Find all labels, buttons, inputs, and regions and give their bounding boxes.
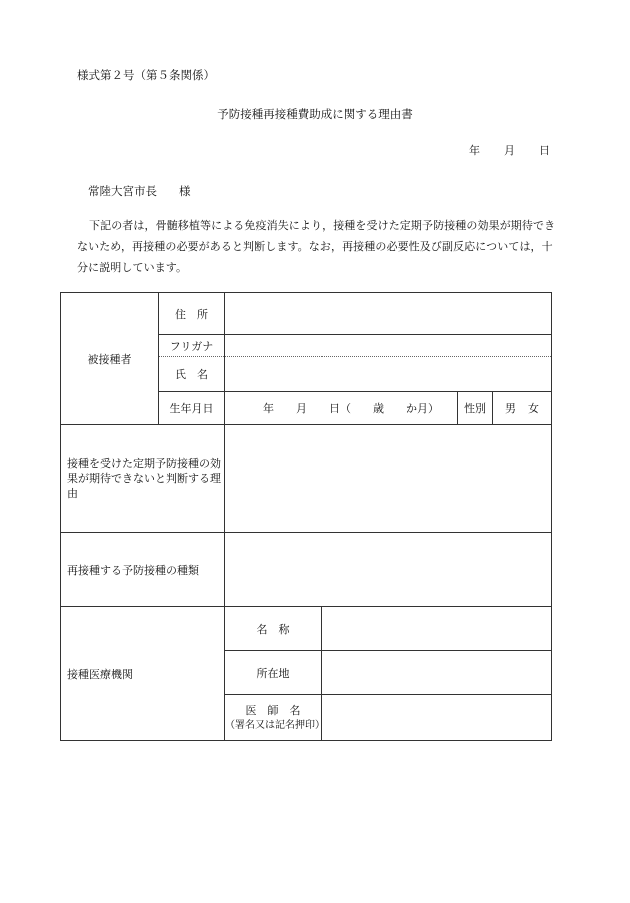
sex-options[interactable]	[493, 400, 551, 416]
name-label: 氏 名	[159, 357, 225, 392]
page-title: 予防接種再接種費助成に関する理由書	[217, 107, 413, 121]
dob-field[interactable]	[225, 400, 457, 416]
date-month-label: 月	[504, 144, 515, 157]
doctor-label: 医 師 名	[245, 703, 301, 717]
doctor-note: （署名又は記名押印）	[225, 719, 325, 731]
sex-male[interactable]: 男	[505, 402, 516, 415]
date-line	[445, 142, 550, 158]
sex-female[interactable]: 女	[528, 402, 539, 415]
furigana-field[interactable]	[225, 335, 552, 357]
form-number: 様式第２号（第５条関係）	[77, 68, 215, 82]
vaccine-type-field[interactable]	[225, 533, 552, 607]
address-field[interactable]	[225, 293, 552, 335]
application-table	[60, 292, 552, 741]
dob-year: 年	[263, 402, 274, 415]
dob-month: 月	[296, 402, 307, 415]
dob-age: 歳	[373, 402, 384, 415]
institution-label: 接種医療機関	[61, 607, 225, 741]
dob-label: 生年月日	[159, 392, 225, 425]
dob-months: か月）	[406, 402, 439, 415]
date-day-label: 日	[539, 144, 550, 157]
reason-label: 接種を受けた定期予防接種の効果が期待できないと判断する理由	[61, 425, 225, 533]
doctor-field[interactable]	[322, 695, 552, 741]
inst-location-label: 所在地	[225, 651, 322, 695]
sex-label: 性別	[457, 392, 493, 424]
name-field[interactable]	[225, 357, 552, 392]
dob-day: 日（	[329, 402, 351, 415]
addressee	[88, 183, 191, 199]
body-text: 下記の者は，骨髄移植等による免疫消失により，接種を受けた定期予防接種の効果が期待できないため，再接種の必要があると判断します。なお，再接種の必要性及び副反応については，十分に説明しています。	[77, 219, 556, 274]
addressee-honorific: 様	[179, 184, 191, 198]
inst-name-field[interactable]	[322, 607, 552, 651]
doctor-label-cell	[225, 695, 325, 741]
furigana-label: フリガナ	[159, 335, 225, 357]
inst-name-label: 名 称	[225, 607, 322, 651]
reason-field[interactable]	[225, 425, 552, 533]
address-label: 住 所	[159, 293, 225, 335]
recipient-label: 被接種者	[61, 293, 159, 425]
inst-location-field[interactable]	[322, 651, 552, 695]
addressee-name: 常陸大宮市長	[88, 184, 157, 198]
vaccine-type-label: 再接種する予防接種の種類	[61, 533, 225, 607]
dob-row	[225, 392, 552, 425]
date-year-label: 年	[469, 144, 480, 157]
